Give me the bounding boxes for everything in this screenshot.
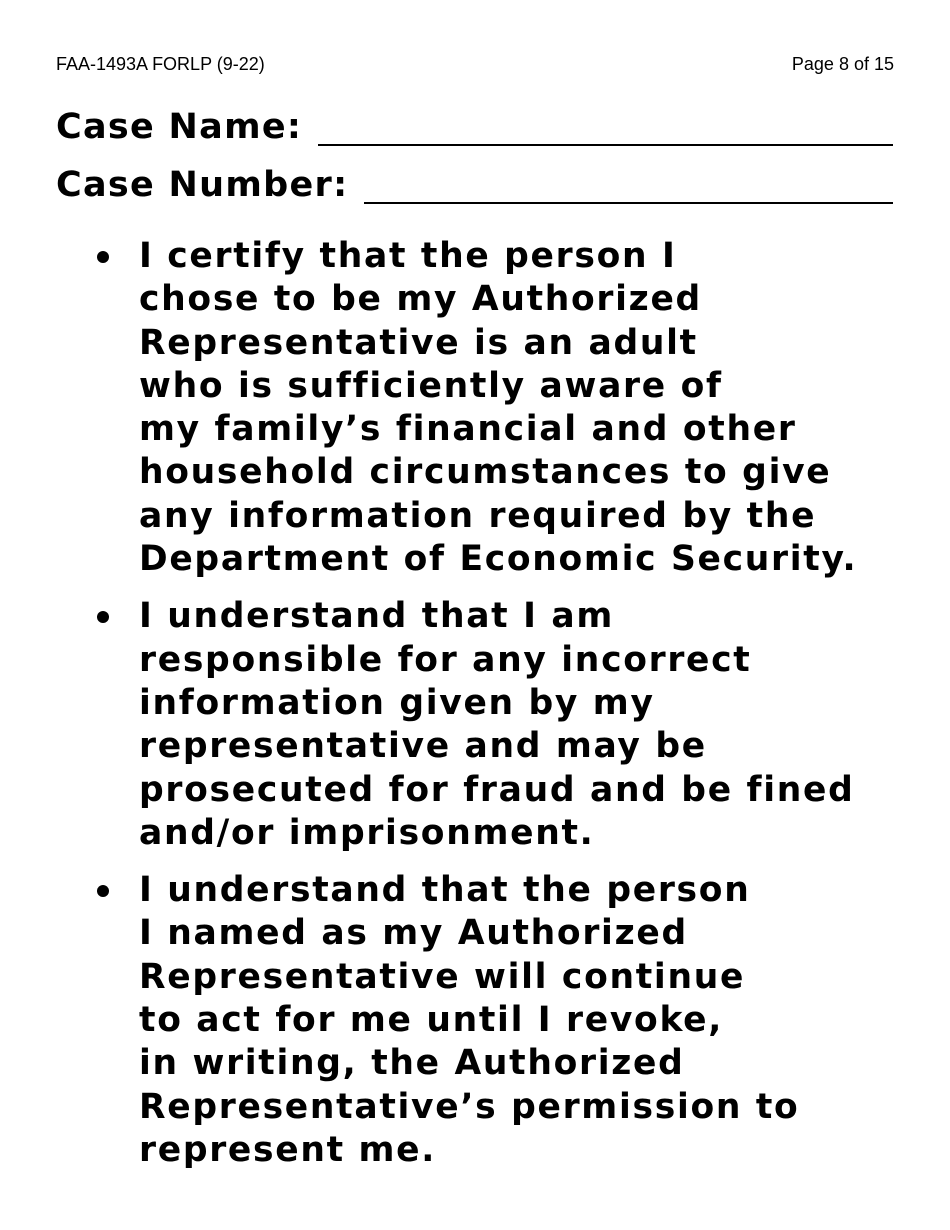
certification-line: my family’s financial and other (139, 409, 797, 450)
certification-item (94, 869, 904, 1172)
case-name-line[interactable] (318, 144, 893, 146)
certification-line: representative and may be (139, 726, 707, 767)
page-number: Page 8 of 15 (791, 54, 894, 74)
certification-item (94, 595, 904, 855)
certification-line: information given by my (139, 682, 655, 723)
certification-line: I certify that the person I (139, 236, 677, 276)
certification-line: I understand that the person (139, 870, 751, 911)
bullet-icon (97, 251, 109, 263)
bullet-icon (97, 611, 109, 623)
certification-line: to act for me until I revoke, (139, 1000, 724, 1041)
certification-item (94, 235, 904, 581)
certification-line: household circumstances to give (139, 452, 832, 493)
certification-line: Representative is an adult (139, 322, 698, 363)
certification-line: any information required by the (139, 495, 817, 536)
form-id: FAA-1493A FORLP (9-22) (56, 54, 265, 74)
certification-line: I understand that I am (139, 596, 614, 637)
certification-line: I named as my Authorized (139, 913, 688, 954)
certification-line: prosecuted for fraud and be fined (139, 769, 855, 810)
certification-line: and/or imprisonment. (139, 812, 595, 853)
case-name-label: Case Name: (56, 107, 303, 147)
bullet-icon (97, 885, 109, 897)
certification-line: Department of Economic Security. (139, 539, 858, 580)
certification-line: responsible for any incorrect (139, 639, 752, 680)
certification-list (94, 235, 904, 1186)
case-number-line[interactable] (364, 202, 893, 204)
case-name-field (56, 106, 893, 148)
certification-line: represent me. (139, 1129, 437, 1170)
certification-line: chose to be my Authorized (139, 279, 702, 320)
certification-line: in writing, the Authorized (139, 1043, 685, 1084)
certification-line: Representative will continue (139, 956, 746, 997)
certification-line: who is sufficiently aware of (139, 365, 723, 406)
case-number-label: Case Number: (56, 165, 349, 205)
certification-line: Representative’s permission to (139, 1086, 800, 1127)
case-number-field (56, 164, 893, 206)
